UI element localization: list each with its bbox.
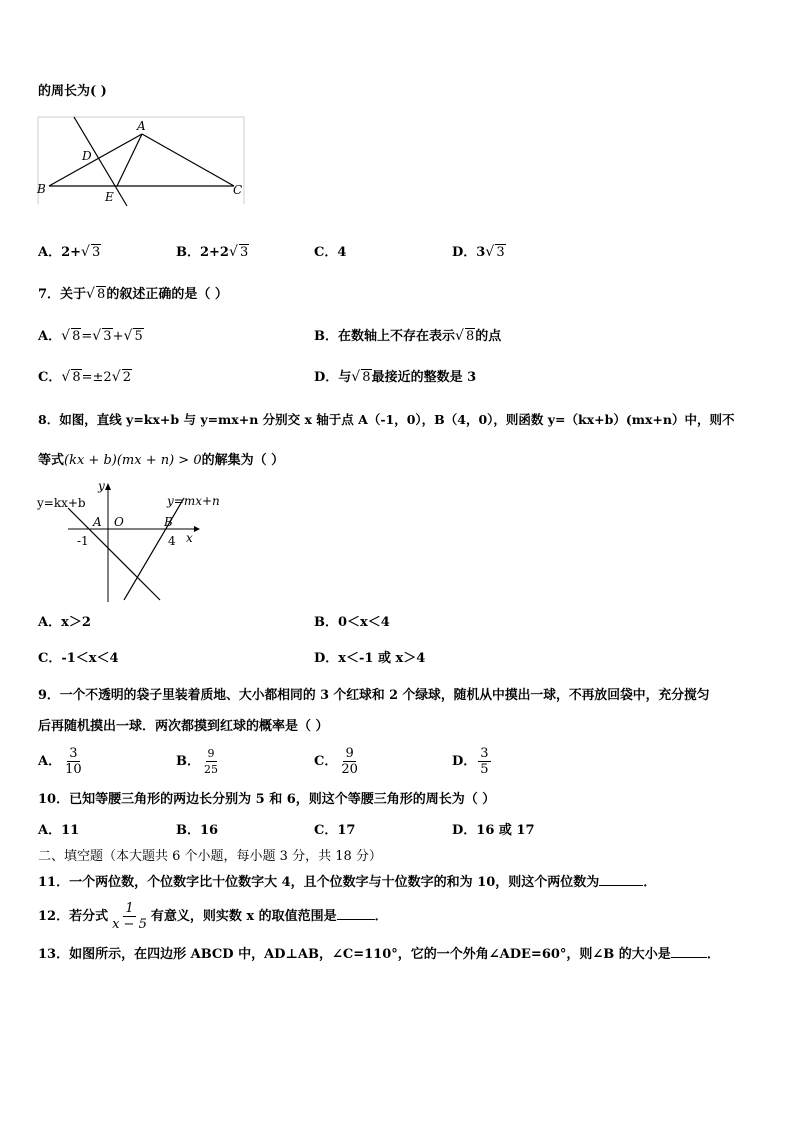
q10-option-c: C．17 xyxy=(314,823,356,838)
q12-stem: 12．若分式 $\frac{1}{x - 5}$ 有意义，则实数 x 的取值范围是 ． xyxy=(38,901,388,932)
q6-label-a: A xyxy=(137,119,146,133)
q8-option-b: B．0＜x＜4 xyxy=(314,615,390,630)
q6-figure xyxy=(34,112,248,208)
q7-stem: 7．关于√ 8的叙述正确的是（ ） xyxy=(38,286,228,304)
q9-option-b: B． $\frac{9}{25}$ xyxy=(176,747,218,776)
q8-stem-line2: 等式(kx + b)(mx + n) > 0的解集为（ ） xyxy=(38,453,285,468)
q7-option-c: C．√ 8=±2√ 2 xyxy=(38,369,132,387)
q7-option-b: B．在数轴上不存在表示√ 8的点 xyxy=(314,328,501,346)
q8-option-d: D．x＜-1 或 x＞4 xyxy=(314,651,426,666)
q11-stem: 11．一个两位数，个位数字比十位数字大 4，且个位数字与十位数字的和为 10，则这个两位数为 ． xyxy=(38,875,657,890)
q8-label-4: 4 xyxy=(168,534,176,548)
q8-line-mx-n xyxy=(124,498,184,600)
q6-label-c: C xyxy=(233,183,243,197)
q6-side-ac xyxy=(142,134,234,186)
q13-answer-blank[interactable] xyxy=(671,957,707,958)
q6-option-a: A．2+√ 3 xyxy=(38,244,101,262)
q10-option-a: A．11 xyxy=(38,823,80,838)
q8-label-x: x xyxy=(186,531,193,545)
q6-option-d: D．3√ 3 xyxy=(452,244,506,262)
q6-option-c: C．4 xyxy=(314,245,347,260)
q11-answer-blank[interactable] xyxy=(599,885,643,886)
q6-label-b: B xyxy=(37,182,46,196)
q9-stem-line2: 后再随机摸出一球．两次都摸到红球的概率是（ ） xyxy=(38,719,329,734)
q8-label-a: A xyxy=(93,515,102,529)
q8-stem-line1: 8．如图，直线 y=kx+b 与 y=mx+n 分别交 x 轴于点 A（-1，0），B（4，0），则函数 y=（kx+b）(mx+n）中，则不 xyxy=(38,412,735,427)
q10-option-d: D．16 或 17 xyxy=(452,823,535,838)
q7-option-a: A．√ 8=√ 3+√ 5 xyxy=(38,328,144,346)
q9-option-a: A． $\frac{3}{10}$ xyxy=(38,746,82,777)
q9-stem-line1: 9．一个不透明的袋子里装着质地、大小都相同的 3 个红球和 2 个绿球，随机从中摸出一球，不再放回袋中，充分搅匀 xyxy=(38,688,710,703)
q8-y-arrow xyxy=(105,483,111,490)
q10-option-b: B．16 xyxy=(176,823,219,838)
q8-label-minus1: -1 xyxy=(77,534,89,548)
q8-label-b: B xyxy=(164,515,173,529)
q8-label-o: O xyxy=(114,515,124,529)
q8-option-c: C．-1＜x＜4 xyxy=(38,651,119,666)
q13-stem: 13．如图所示，在四边形 ABCD 中，AD⊥AB，∠C=110°，它的一个外角∠ADE=60°，则∠B 的大小是 ． xyxy=(38,947,720,962)
q6-option-b: B．2+2√ 3 xyxy=(176,244,249,262)
q12-answer-blank[interactable] xyxy=(337,919,375,920)
q8-label-mx-n: y=mx+n xyxy=(167,494,220,508)
q6-segment-ae xyxy=(117,134,142,186)
q6-side-ba xyxy=(49,134,142,186)
q10-stem: 10．已知等腰三角形的两边长分别为 5 和 6，则这个等腰三角形的周长为（ ） xyxy=(38,792,496,807)
q9-option-d: D． $\frac{3}{5}$ xyxy=(452,746,489,777)
q8-label-kx-b: y=kx+b xyxy=(37,496,86,510)
q8-label-y: y xyxy=(98,479,105,493)
q8-x-arrow xyxy=(194,526,200,532)
q6-label-e: E xyxy=(105,190,114,204)
q8-option-a: A．x＞2 xyxy=(38,615,91,630)
q7-option-d: D．与√ 8最接近的整数是 3 xyxy=(314,369,476,387)
section-2-heading: 二、填空题（本大题共 6 个小题，每小题 3 分，共 18 分） xyxy=(38,849,382,864)
q6-label-d: D xyxy=(82,149,92,163)
q6-stem-tail: 的周长为( ) xyxy=(38,84,107,99)
q9-option-c: C． $\frac{9}{20}$ xyxy=(314,746,358,777)
q8-figure xyxy=(34,478,224,604)
